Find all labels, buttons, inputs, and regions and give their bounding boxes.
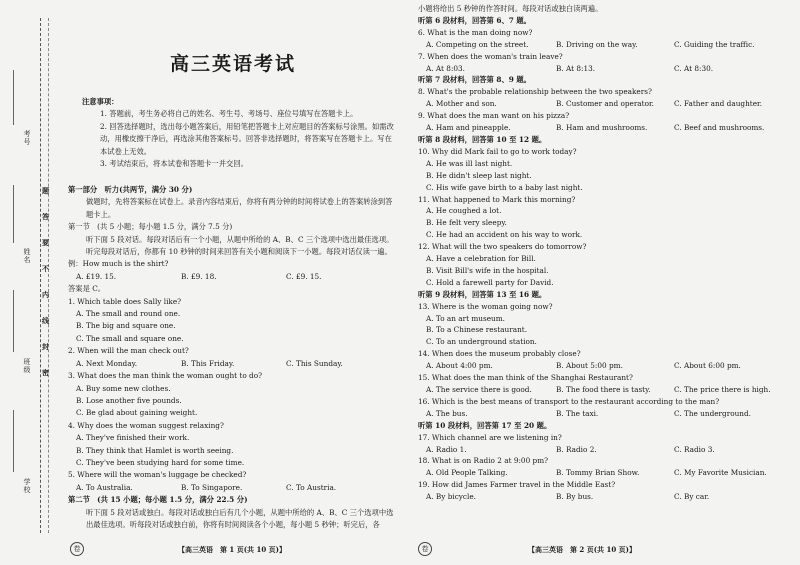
page-1 — [68, 0, 398, 565]
seal-notice-char: 内 — [42, 290, 49, 299]
material-heading: 听第 8 段材料，回答第 10 至 12 题。 — [418, 134, 547, 144]
material-heading: 听第 10 段材料，回答第 17 至 20 题。 — [418, 420, 552, 430]
notes-section — [82, 96, 394, 170]
question-text: 7. When does the woman's train leave? — [418, 51, 563, 61]
option: C. Hold a farewell party for David. — [426, 277, 554, 287]
option: A. Competing on the street. — [426, 39, 529, 49]
option: A. Mother and son. — [426, 99, 497, 109]
question-text: 13. Where is the woman going now? — [418, 301, 553, 311]
option-row — [418, 98, 790, 110]
option: B. The big and square one. — [76, 321, 176, 331]
part1-intro: 做题时，先将答案标在试卷上。录音内容结束后，你将有两分钟的时间将试卷上的答案转涂到答题卡上。 — [86, 197, 393, 219]
notes-heading: 注意事项： — [82, 97, 119, 106]
seal-notice-char: 答 — [42, 212, 49, 221]
option: A. Ham and pineapple. — [426, 123, 511, 133]
option: C. At 8:30. — [674, 63, 714, 73]
option: A. The small and round one. — [76, 309, 181, 319]
question-text: 12. What will the two speakers do tomorrow? — [418, 242, 587, 252]
option: A. He was ill last night. — [426, 158, 513, 168]
question-text: 15. What does the man think of the Shanghai Restaurant? — [418, 373, 633, 383]
option: B. Driving on the way. — [556, 39, 638, 49]
question-text: 14. When does the museum probably close? — [418, 349, 581, 359]
option: C. The small and square one. — [76, 333, 184, 343]
sec1-intro: 听下面 5 段对话。每段对话后有一个小题，从题中所给的 A、B、C 三个选项中选出最佳选项。听完每段对话后，你都有 10 秒钟的时间来回答有关小题和阅读下一小题。每段对话仅读一遍。 — [86, 234, 394, 257]
option: A. Buy some new clothes. — [76, 383, 171, 393]
option-row — [418, 491, 790, 503]
option: B. Radio 2. — [556, 444, 597, 454]
part1-heading: 第一部分 听力(共两节，满分 30 分) — [68, 185, 193, 194]
question-text: 8. What's the probable relationship between the two speakers? — [418, 87, 652, 97]
sec2-intro: 听下面 5 段对话或独白。每段对话或独白后有几个小题，从题中所给的 A、B、C 三个选项中选出最佳选项。听每段对话或独白前，你将有时间阅读各个小题，每小题 5 秒钟；听完后，各 — [86, 507, 394, 529]
question-text: 18. What is on Radio 2 at 9:00 pm? — [418, 456, 549, 466]
seal-notice-char: 密 — [42, 368, 49, 377]
binding-strip — [0, 0, 62, 565]
option: A. The bus. — [426, 408, 468, 418]
option: B. At 8:13. — [556, 63, 596, 73]
option-row — [418, 39, 790, 51]
option: C. This Sunday. — [286, 358, 343, 368]
option-row — [418, 63, 790, 75]
option: B. Ham and mushrooms. — [556, 123, 648, 133]
example-answer: 答案是 C。 — [68, 284, 106, 294]
material-heading: 听第 7 段材料，回答第 8、9 题。 — [418, 75, 531, 85]
banji-line — [13, 290, 14, 352]
seal-line-inner — [48, 18, 49, 533]
option: B. The taxi. — [556, 408, 599, 418]
option: A. Old People Talking. — [426, 468, 508, 478]
example-options — [68, 271, 398, 283]
seal-notice-char: 线 — [42, 316, 49, 325]
option: C. They've been studying hard for some time. — [76, 457, 245, 467]
label-xingming: 姓名 — [23, 248, 31, 264]
question-text: 16. Which is the best means of transport to the restaurant according to the man? — [418, 396, 720, 406]
option: A. To an art museum. — [426, 313, 506, 323]
option: B. Lose another five pounds. — [76, 395, 182, 405]
option: B. About 5:00 pm. — [556, 361, 623, 371]
option: C. To Austria. — [286, 482, 337, 492]
question-text: 10. Why did Mark fail to go to work today? — [418, 146, 577, 156]
note-item: 2. 回答选择题时，选出每小题答案后，用铅笔把答题卡上对应题目的答案标号涂黑。如需改动，用橡皮擦干净后，再选涂其他答案标号。回答非选择题时，将答案写在答题卡上。写在本试卷上无效。 — [100, 121, 394, 156]
option: B. He felt very sleepy. — [426, 218, 507, 228]
material-heading: 听第 9 段材料，回答第 13 至 16 题。 — [418, 289, 547, 299]
option: C. He had an accident on his way to work. — [426, 230, 583, 240]
xingming-line — [13, 185, 14, 243]
option: C. Guiding the traffic. — [674, 39, 755, 49]
page-stamp-icon: 卷 — [418, 542, 432, 556]
label-banji: 班级 — [23, 358, 31, 374]
option: B. Customer and operator. — [556, 99, 654, 109]
option: B. £9. 18. — [181, 271, 217, 281]
page-2 — [418, 0, 790, 565]
option: A. The service there is good. — [426, 385, 532, 394]
option-row — [418, 444, 790, 456]
seal-notice-char: 不 — [42, 264, 49, 273]
option-row — [418, 467, 790, 479]
seal-notice-char: 题 — [42, 186, 49, 195]
option-row — [68, 482, 398, 494]
option: B. To Singapore. — [181, 482, 243, 492]
xuexiao-line — [13, 410, 14, 472]
note-item: 1. 答题前，考生务必将自己的姓名、考生号、考场号、座位号填写在答题卡上。 — [100, 109, 358, 119]
question-text: 17. Which channel are we listening in? — [418, 432, 562, 442]
option: C. Radio 3. — [674, 444, 715, 454]
option: B. By bus. — [556, 492, 594, 502]
option: A. Radio 1. — [426, 444, 467, 454]
option: C. His wife gave birth to a baby last night. — [426, 182, 583, 192]
option: A. £19. 15. — [76, 271, 117, 281]
option: C. Beef and mushrooms. — [674, 123, 765, 133]
page2-lead: 小题将给出 5 秒钟的作答时间。每段对话或独白读两遍。 — [418, 4, 603, 13]
option-row — [418, 408, 790, 420]
option: A. Have a celebration for Bill. — [426, 254, 536, 264]
exam-title: 高三英语考试 — [169, 53, 296, 75]
option-row — [418, 122, 790, 134]
seal-line — [40, 18, 41, 533]
option: B. This Friday. — [181, 358, 235, 368]
page2-content — [418, 3, 790, 503]
option: B. He didn't sleep last night. — [426, 170, 532, 180]
question-list — [68, 296, 398, 495]
option: B. To a Chinese restaurant. — [426, 325, 528, 335]
option: C. By car. — [674, 492, 710, 502]
option: C. Be glad about gaining weight. — [76, 408, 198, 418]
option: A. About 4:00 pm. — [426, 361, 493, 371]
option: C. Father and daughter. — [674, 99, 763, 109]
option: C. About 6:00 pm. — [674, 361, 741, 371]
sec2-heading: 第二节 (共 15 小题；每小题 1.5 分，满分 22.5 分) — [68, 495, 248, 505]
part1-section — [68, 184, 398, 531]
question-text: 2. When will the man check out? — [68, 346, 189, 356]
kaohao-line — [13, 70, 14, 125]
option: B. They think that Hamlet is worth seeing. — [76, 445, 234, 455]
option: A. They've finished their work. — [76, 433, 190, 443]
option: A. He coughed a lot. — [426, 206, 502, 216]
question-text: 19. How did James Farmer travel in the Middle East? — [418, 480, 616, 490]
page-stamp-icon: 卷 — [70, 542, 84, 556]
label-kaohao: 考号 — [23, 130, 31, 146]
sec1-heading: 第一节 (共 5 小题；每小题 1.5 分，满分 7.5 分) — [68, 222, 233, 232]
question-text: 11. What happened to Mark this morning? — [418, 194, 576, 204]
question-list — [418, 15, 790, 503]
option: C. £9. 15. — [286, 271, 322, 281]
option-row — [418, 384, 790, 396]
question-text: 1. Which table does Sally like? — [68, 296, 182, 306]
option: A. To Australia. — [76, 482, 133, 492]
question-text: 6. What is the man doing now? — [418, 27, 533, 37]
option: C. The price there is high. — [674, 385, 771, 394]
option: C. To an underground station. — [426, 337, 537, 347]
note-item: 3. 考试结束后，将本试卷和答题卡一并交回。 — [100, 159, 248, 169]
question-text: 5. Where will the woman's luggage be checked? — [68, 470, 247, 480]
option: B. Tommy Brian Show. — [556, 468, 640, 478]
example-question: 例：How much is the shirt? — [68, 259, 169, 269]
question-text: 9. What does the man want on his pizza? — [418, 111, 570, 121]
option: A. At 8:03. — [426, 63, 466, 73]
option: B. The food there is tasty. — [556, 385, 651, 394]
option: A. Next Monday. — [76, 358, 138, 368]
seal-notice-char: 要 — [42, 238, 49, 247]
material-heading: 听第 6 段材料，回答第 6、7 题。 — [418, 15, 531, 25]
seal-notice-char: 封 — [42, 342, 49, 351]
question-text: 4. Why does the woman suggest relaxing? — [68, 420, 224, 430]
page-footer: 【高三英语 第 2 页(共 10 页)】 — [528, 545, 636, 554]
page-footer: 【高三英语 第 1 页(共 10 页)】 — [178, 545, 286, 554]
label-xuexiao: 学校 — [23, 478, 31, 494]
option-row — [68, 358, 398, 370]
question-text: 3. What does the man think the woman ought to do? — [68, 371, 263, 381]
option: A. By bicycle. — [426, 492, 476, 502]
option: B. Visit Bill's wife in the hospital. — [426, 265, 549, 275]
option-row — [418, 360, 790, 372]
option: C. The underground. — [674, 408, 751, 418]
option: C. My Favorite Musician. — [674, 468, 767, 478]
